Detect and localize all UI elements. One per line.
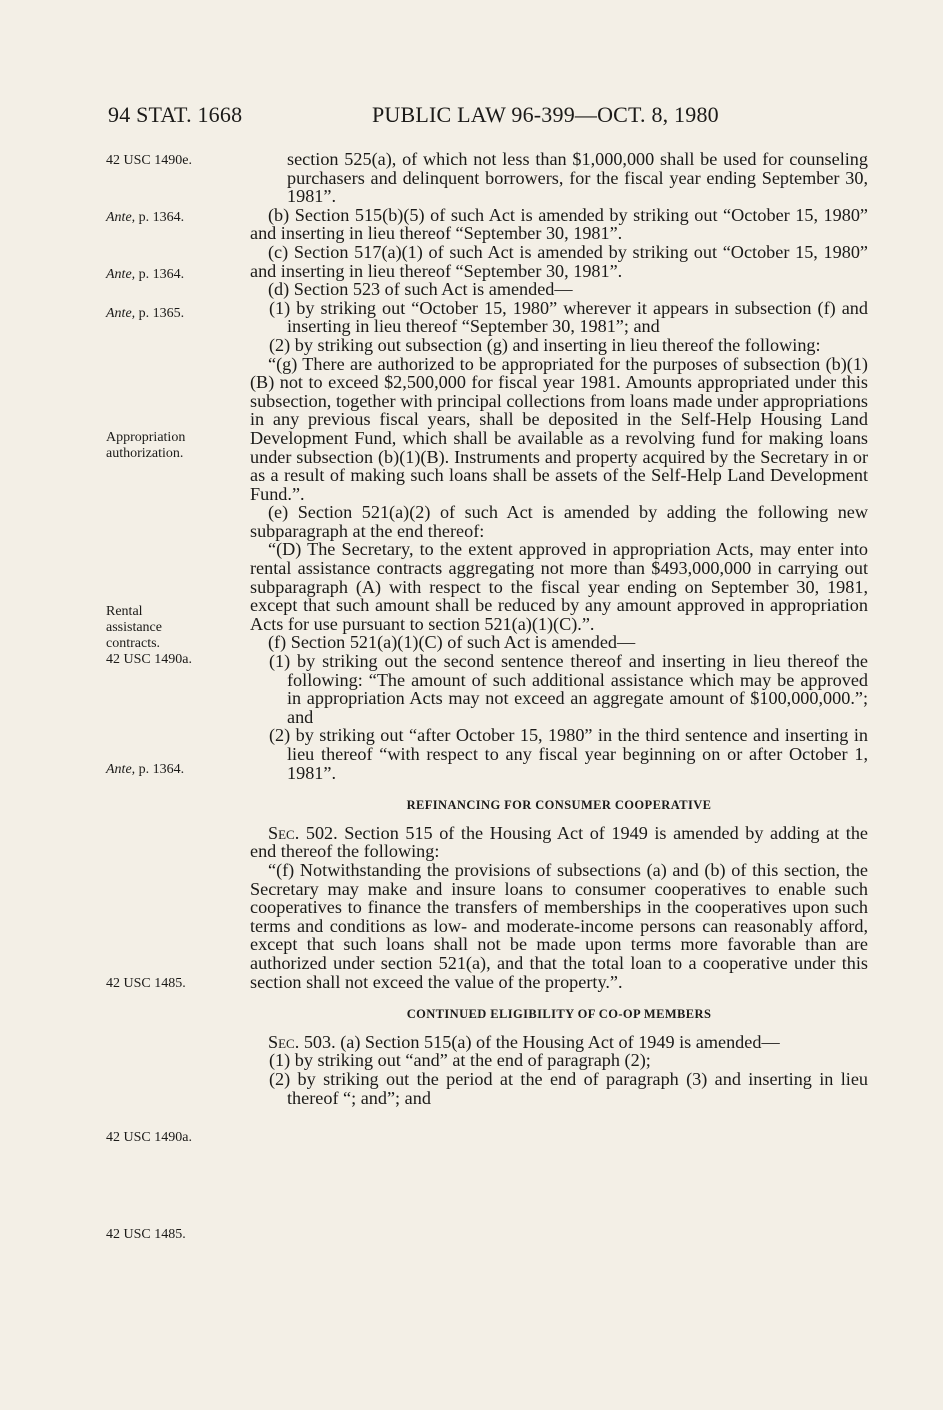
margin-note-ante xyxy=(106,210,246,226)
section-text: . 503. (a) Section 515(a) of the Housing Act of 1949 is amended— xyxy=(294,1031,780,1052)
paragraph: “(D) The Secretary, to the extent approved in appropriation Acts, may enter into rental assistance contracts aggregating not more than $493,000,000 in carrying out subparagraph (A) with respect to the fiscal year ending on September 30, 1981, except that such amount shall be reduced by any amount approved in appropriation Acts for use pursuant to section 521(a)(1)(C).”. xyxy=(250,539,868,634)
margin-note-usc: 42 USC 1490a. xyxy=(106,1130,192,1145)
margin-note-ante-page: p. 1364. xyxy=(135,762,185,777)
margin-note-line: 42 USC 1490a. xyxy=(106,652,192,667)
margin-note-line: contracts. xyxy=(106,636,161,651)
margin-note-ante-italic: Ante, xyxy=(106,267,136,282)
margin-note-ante-page: p. 1364. xyxy=(135,210,185,225)
margin-note-ante xyxy=(106,267,246,283)
paragraph: (2) by striking out “after October 15, 1980” in the third sentence and inserting in lieu thereof “with respect to any fiscal year beginning on or after October 1, 1981”. xyxy=(269,725,868,783)
margin-note-line: authorization. xyxy=(106,446,184,461)
margin-note-line: Rental xyxy=(106,604,143,619)
margin-note-usc: 42 USC 1485. xyxy=(106,1227,186,1242)
section-paragraph xyxy=(250,824,868,861)
paragraph: (d) Section 523 of such Act is amended— xyxy=(268,279,573,300)
paragraph: (1) by striking out “October 15, 1980” wherever it appears in subsection (f) and inserting in lieu thereof “September 30, 1981”; and xyxy=(269,297,868,337)
margin-note-ante-page: p. 1364. xyxy=(135,267,185,282)
public-law-title: PUBLIC LAW 96-399—OCT. 8, 1980 xyxy=(372,102,719,127)
margin-note-appropriation xyxy=(106,430,246,462)
margin-note-ante-page: p. 1365. xyxy=(135,306,185,321)
margin-note-line: assistance xyxy=(106,620,162,635)
section-label: Sec xyxy=(268,822,295,843)
paragraph: (f) Section 521(a)(1)(C) of such Act is amended— xyxy=(268,632,636,653)
paragraph: (1) by striking out “and” at the end of paragraph (2); xyxy=(269,1050,651,1071)
paragraph: (2) by striking out the period at the end of paragraph (3) and inserting in lieu thereof “; and”; and xyxy=(269,1068,868,1108)
margin-note-ante xyxy=(106,306,246,322)
paragraph: (1) by striking out the second sentence thereof and inserting in lieu thereof the following: “The amount of such additional assistance which may be approved in appropriation Acts may not exceed an aggregate amount of $100,000,000.”; and xyxy=(269,651,868,727)
paragraph: section 525(a), of which not less than $1,000,000 shall be used for counseling purchasers and delinquent borrowers, for the fiscal year ending September 30, 1981”. xyxy=(287,149,868,207)
page-header xyxy=(108,102,868,132)
paragraph: “(f) Notwithstanding the provisions of subsections (a) and (b) of this section, the Secretary may make and insure loans to consumer cooperatives to enable such cooperatives to finance the transfers of memberships in the cooperatives upon such terms and conditions as low- and moderate-income persons can reasonably afford, except that such loans shall not be made upon terms more favorable than are authorized under section 521(a), and that the total loan to a cooperative under this section shall not exceed the value of the property.”. xyxy=(250,859,868,992)
paragraph: “(g) There are authorized to be appropriated for the purposes of subsection (b)(1)(B) not to exceed $2,500,000 for fiscal year 1981. Amounts appropriated under this subsection, together with principal collections from loans made under appropriations in any previous fiscal years, shall be deposited in the Self-Help Housing Land Development Fund, which shall be available as a revolving fund for making loans under subsection (b)(1)(B). Instruments and property acquired by the Secretary in or as a result of making such loans shall be assets of the Self-Help Land Development Fund.”. xyxy=(250,353,868,504)
section-text: . 502. Section 515 of the Housing Act of 1949 is amended by adding at the end thereof the following: xyxy=(250,822,868,862)
paragraph: (b) Section 515(b)(5) of such Act is amended by striking out “October 15, 1980” and inserting in lieu thereof “September 30, 1981”. xyxy=(250,204,868,244)
margin-note-line: Appropriation xyxy=(106,430,186,445)
margin-note-rental xyxy=(106,604,246,668)
body-text xyxy=(250,150,868,1107)
section-paragraph xyxy=(250,1033,868,1052)
section-label: Sec xyxy=(268,1031,295,1052)
statute-page-number: 94 STAT. 1668 xyxy=(108,102,243,127)
margin-note-ante-italic: Ante, xyxy=(106,210,136,225)
margin-note-usc: 42 USC 1485. xyxy=(106,976,186,991)
paragraph: (2) by striking out subsection (g) and inserting in lieu thereof the following: xyxy=(269,334,821,355)
section-heading: REFINANCING FOR CONSUMER COOPERATIVE xyxy=(406,798,712,813)
margin-note-ante-italic: Ante, xyxy=(106,762,136,777)
margin-note-ante-italic: Ante, xyxy=(106,306,136,321)
paragraph: (c) Section 517(a)(1) of such Act is amended by striking out “October 15, 1980” and inserting in lieu thereof “September 30, 1981”. xyxy=(250,241,868,281)
margin-note-usc: 42 USC 1490e. xyxy=(106,153,192,168)
section-heading: CONTINUED ELIGIBILITY OF CO-OP MEMBERS xyxy=(406,1007,712,1022)
paragraph: (e) Section 521(a)(2) of such Act is amended by adding the following new subparagraph at the end thereof: xyxy=(250,502,868,541)
margin-note-ante xyxy=(106,762,246,778)
